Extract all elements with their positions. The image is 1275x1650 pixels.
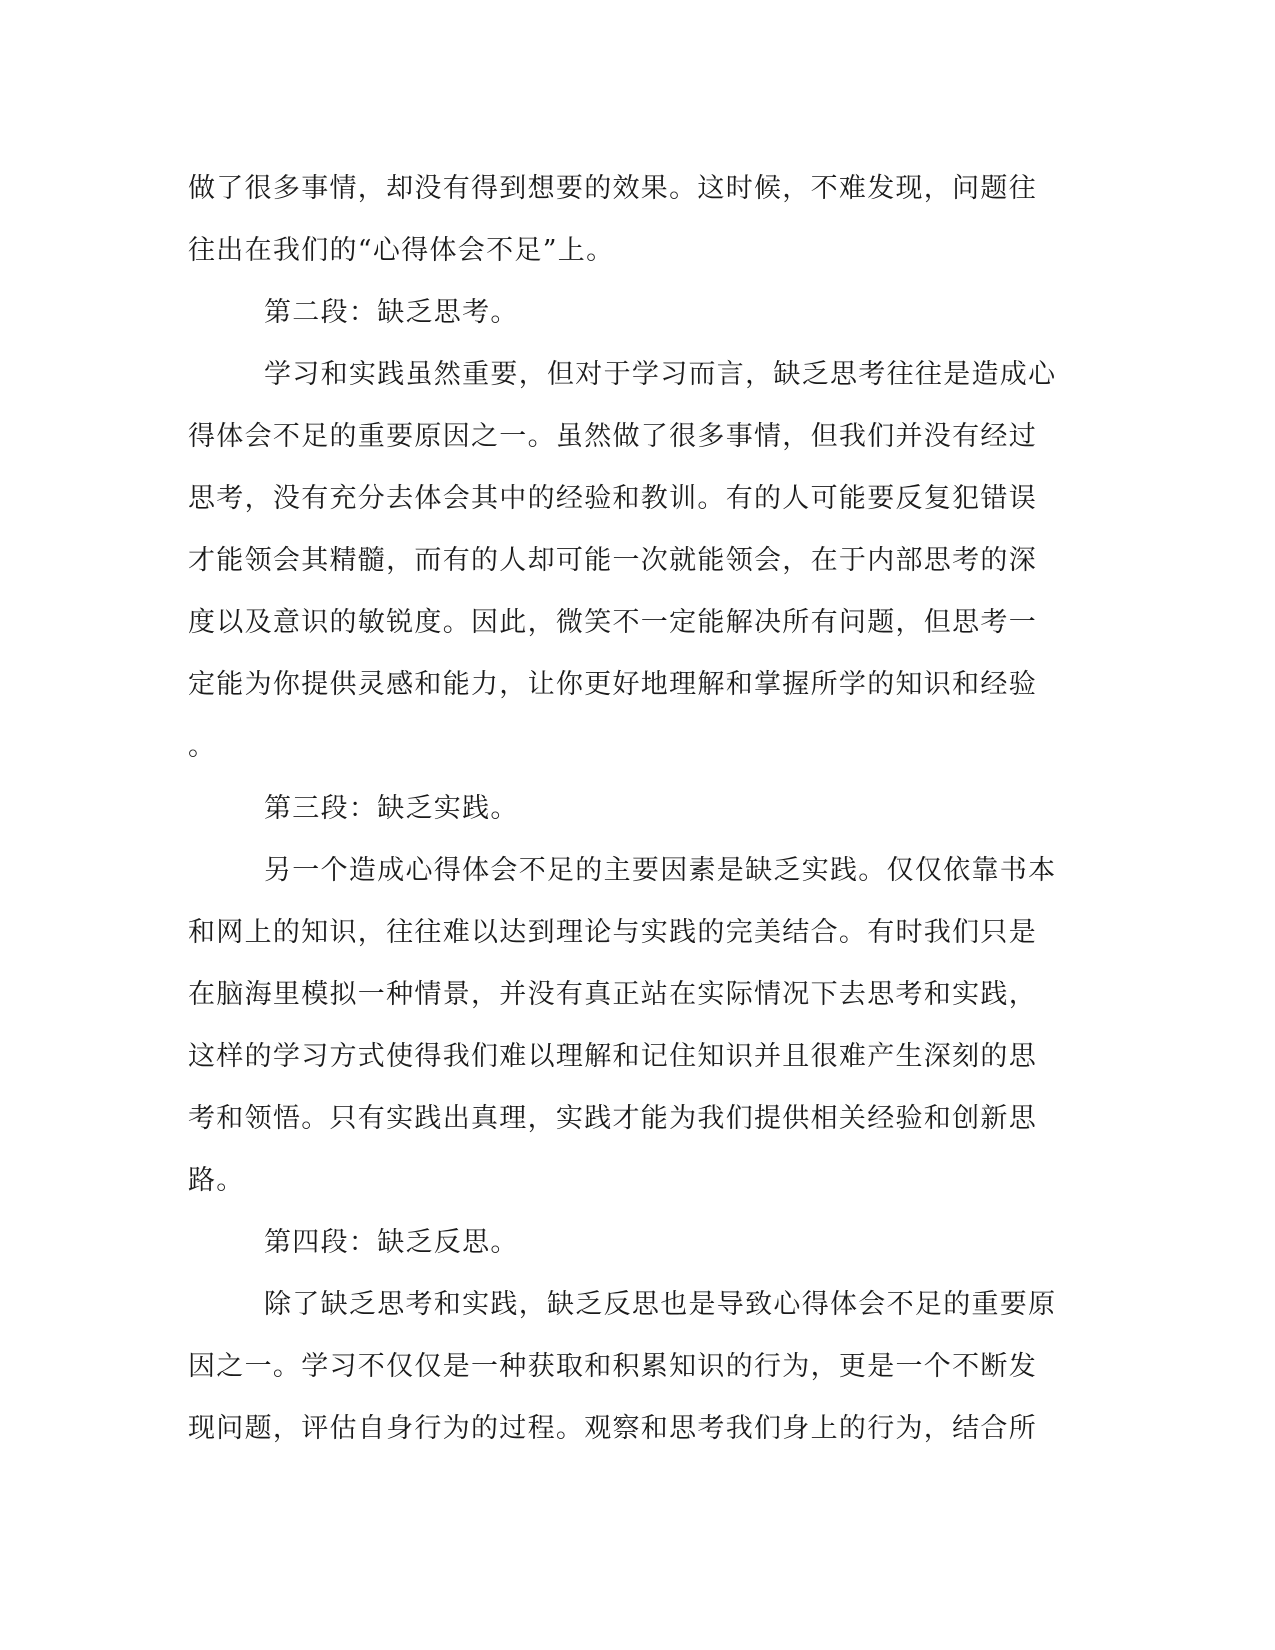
text-line: 往出在我们的“心得体会不足”上。 (188, 235, 615, 266)
paragraph-first-line: 除了缺乏思考和实践，缺乏反思也是导致心得体会不足的重要原 (264, 1289, 1057, 1320)
text-line: 才能领会其精髓，而有的人却可能一次就能领会，在于内部思考的深 (188, 545, 1037, 576)
text-line: 定能为你提供灵感和能力，让你更好地理解和掌握所学的知识和经验 (188, 669, 1037, 700)
text-line: 度以及意识的敏锐度。因此，微笑不一定能解决所有问题，但思考一 (188, 607, 1037, 638)
text-line: 和网上的知识，往往难以达到理论与实践的完美结合。有时我们只是 (188, 917, 1037, 948)
text-line: 做了很多事情，却没有得到想要的效果。这时候，不难发现，问题往 (188, 173, 1037, 204)
section-heading-4: 第四段：缺乏反思。 (264, 1227, 519, 1258)
text-line: 现问题，评估自身行为的过程。观察和思考我们身上的行为，结合所 (188, 1413, 1037, 1444)
paragraph-first-line: 另一个造成心得体会不足的主要因素是缺乏实践。仅仅依靠书本 (264, 855, 1057, 886)
text-line: 路。 (188, 1165, 245, 1196)
paragraph-first-line: 学习和实践虽然重要，但对于学习而言，缺乏思考往往是造成心 (264, 359, 1057, 390)
text-line: 。 (188, 731, 217, 762)
text-line: 考和领悟。只有实践出真理，实践才能为我们提供相关经验和创新思 (188, 1103, 1037, 1134)
document-body (188, 158, 1072, 1460)
text-line: 在脑海里模拟一种情景，并没有真正站在实际情况下去思考和实践， (188, 979, 1037, 1010)
section-heading-2: 第二段：缺乏思考。 (264, 297, 519, 328)
text-line: 因之一。学习不仅仅是一种获取和积累知识的行为，更是一个不断发 (188, 1351, 1037, 1382)
text-line: 这样的学习方式使得我们难以理解和记住知识并且很难产生深刻的思 (188, 1041, 1037, 1072)
section-heading-3: 第三段：缺乏实践。 (264, 793, 519, 824)
text-line: 思考，没有充分去体会其中的经验和教训。有的人可能要反复犯错误 (188, 483, 1037, 514)
text-line: 得体会不足的重要原因之一。虽然做了很多事情，但我们并没有经过 (188, 421, 1037, 452)
